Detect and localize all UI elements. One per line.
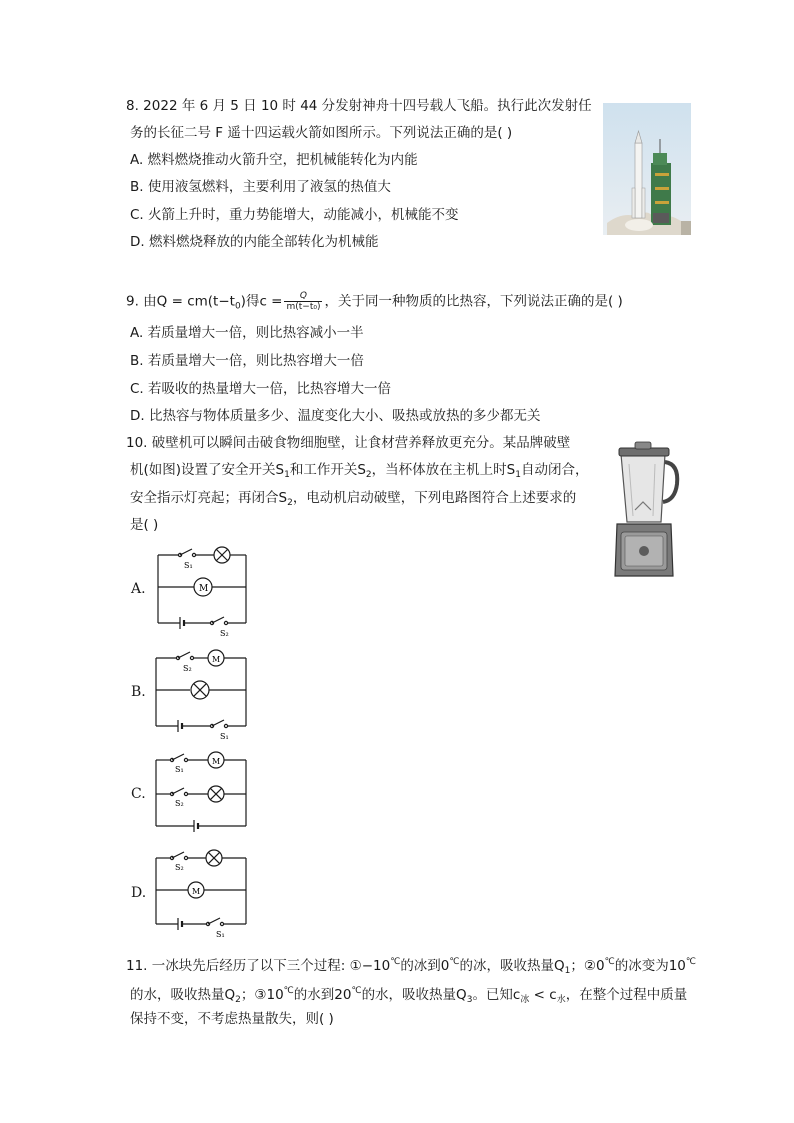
circuit-d-diagram <box>150 846 254 938</box>
q10-stem-line2: 机(如图)设置了安全开关$S_1$和工作开关$S_2$，当杯体放在主机上时$S_1$自动闭合， <box>130 462 589 480</box>
q9-fraction: $\frac{Q}{\text{m(t−t₀)}}$ <box>286 291 321 312</box>
q8-stem-line1: 8. 2022 年 6 月 5 日 10 时 44 分发射神舟十四号载人飞船。执行此次发射任 <box>126 98 592 114</box>
motor-symbol-c: M <box>212 757 221 766</box>
switch-label-c-mid: S₂ <box>175 799 184 808</box>
switch-label-a-top: S₁ <box>184 561 193 570</box>
motor-symbol-d: M <box>192 887 201 896</box>
switch-label-b-top: S₂ <box>183 664 192 673</box>
q10-stem-line4: 是( ) <box>130 517 159 533</box>
switch-label-a-bottom: S₂ <box>220 629 229 637</box>
q10-stem-line3: 安全指示灯亮起；再闭合$S_2$，电动机启动破壁，下列电路图符合上述要求的 <box>130 490 577 508</box>
q8-option-a: A. 燃料燃烧推动火箭升空，把机械能转化为内能 <box>130 152 418 168</box>
q11-stem-line2: 的水，吸收热量$Q_2$；③10℃的水到20℃的水，吸收热量$Q_3$。已知$c_冰 < c_水$，在整个过程中质量 <box>130 986 688 1005</box>
blender-photo <box>607 440 687 578</box>
circuit-c-diagram <box>150 748 254 834</box>
circuit-a-label: A. <box>131 581 146 597</box>
q8-stem-line2: 务的长征二号 F 遥十四运载火箭如图所示。下列说法正确的是( ) <box>130 125 513 141</box>
q11-stem-line1: 11. 一冰块先后经历了以下三个过程: ①−10℃的冰到0℃的冰，吸收热量$Q_1$；②0℃的冰变为10℃ <box>126 957 696 976</box>
switch-label-c-top: S₁ <box>175 765 184 774</box>
switch-label-d-bottom: S₁ <box>216 930 225 938</box>
q10-stem-line1: 10. 破壁机可以瞬间击破食物细胞壁，让食材营养释放更充分。某品牌破壁 <box>126 435 571 451</box>
rocket-launch-photo <box>603 103 691 235</box>
circuit-c-label: C. <box>131 786 146 802</box>
circuit-a-diagram <box>150 545 254 637</box>
q8-option-c: C. 火箭上升时，重力势能增大，动能减小，机械能不变 <box>130 207 459 223</box>
q9-option-d: D. 比热容与物体质量多少、温度变化大小、吸热或放热的多少都无关 <box>130 408 541 424</box>
switch-label-d-top: S₂ <box>175 863 184 872</box>
q9-option-c: C. 若吸收的热量增大一倍，比热容增大一倍 <box>130 381 392 397</box>
circuit-d-label: D. <box>131 885 147 901</box>
q9-stem: 9. 由$Q = cm(t-t_0)$得c = $\frac{Q}{\text{m(t−t₀)}}$ ，关于同一种物质的比热容，下列说法正确的是( ) <box>126 291 623 312</box>
motor-symbol-b: M <box>212 655 221 664</box>
q8-option-d: D. 燃料燃烧释放的内能全部转化为机械能 <box>130 234 379 250</box>
motor-symbol-a: M <box>199 584 209 594</box>
q9-option-a: A. 若质量增大一倍，则比热容减小一半 <box>130 325 364 341</box>
q9-option-b: B. 若质量增大一倍，则比热容增大一倍 <box>130 353 364 369</box>
q11-stem-line3: 保持不变，不考虑热量散失，则( ) <box>130 1011 334 1027</box>
circuit-b-label: B. <box>131 684 146 700</box>
switch-label-b-bottom: S₁ <box>220 732 229 740</box>
q8-option-b: B. 使用液氢燃料，主要利用了液氢的热值大 <box>130 179 391 195</box>
circuit-b-diagram <box>150 648 254 740</box>
